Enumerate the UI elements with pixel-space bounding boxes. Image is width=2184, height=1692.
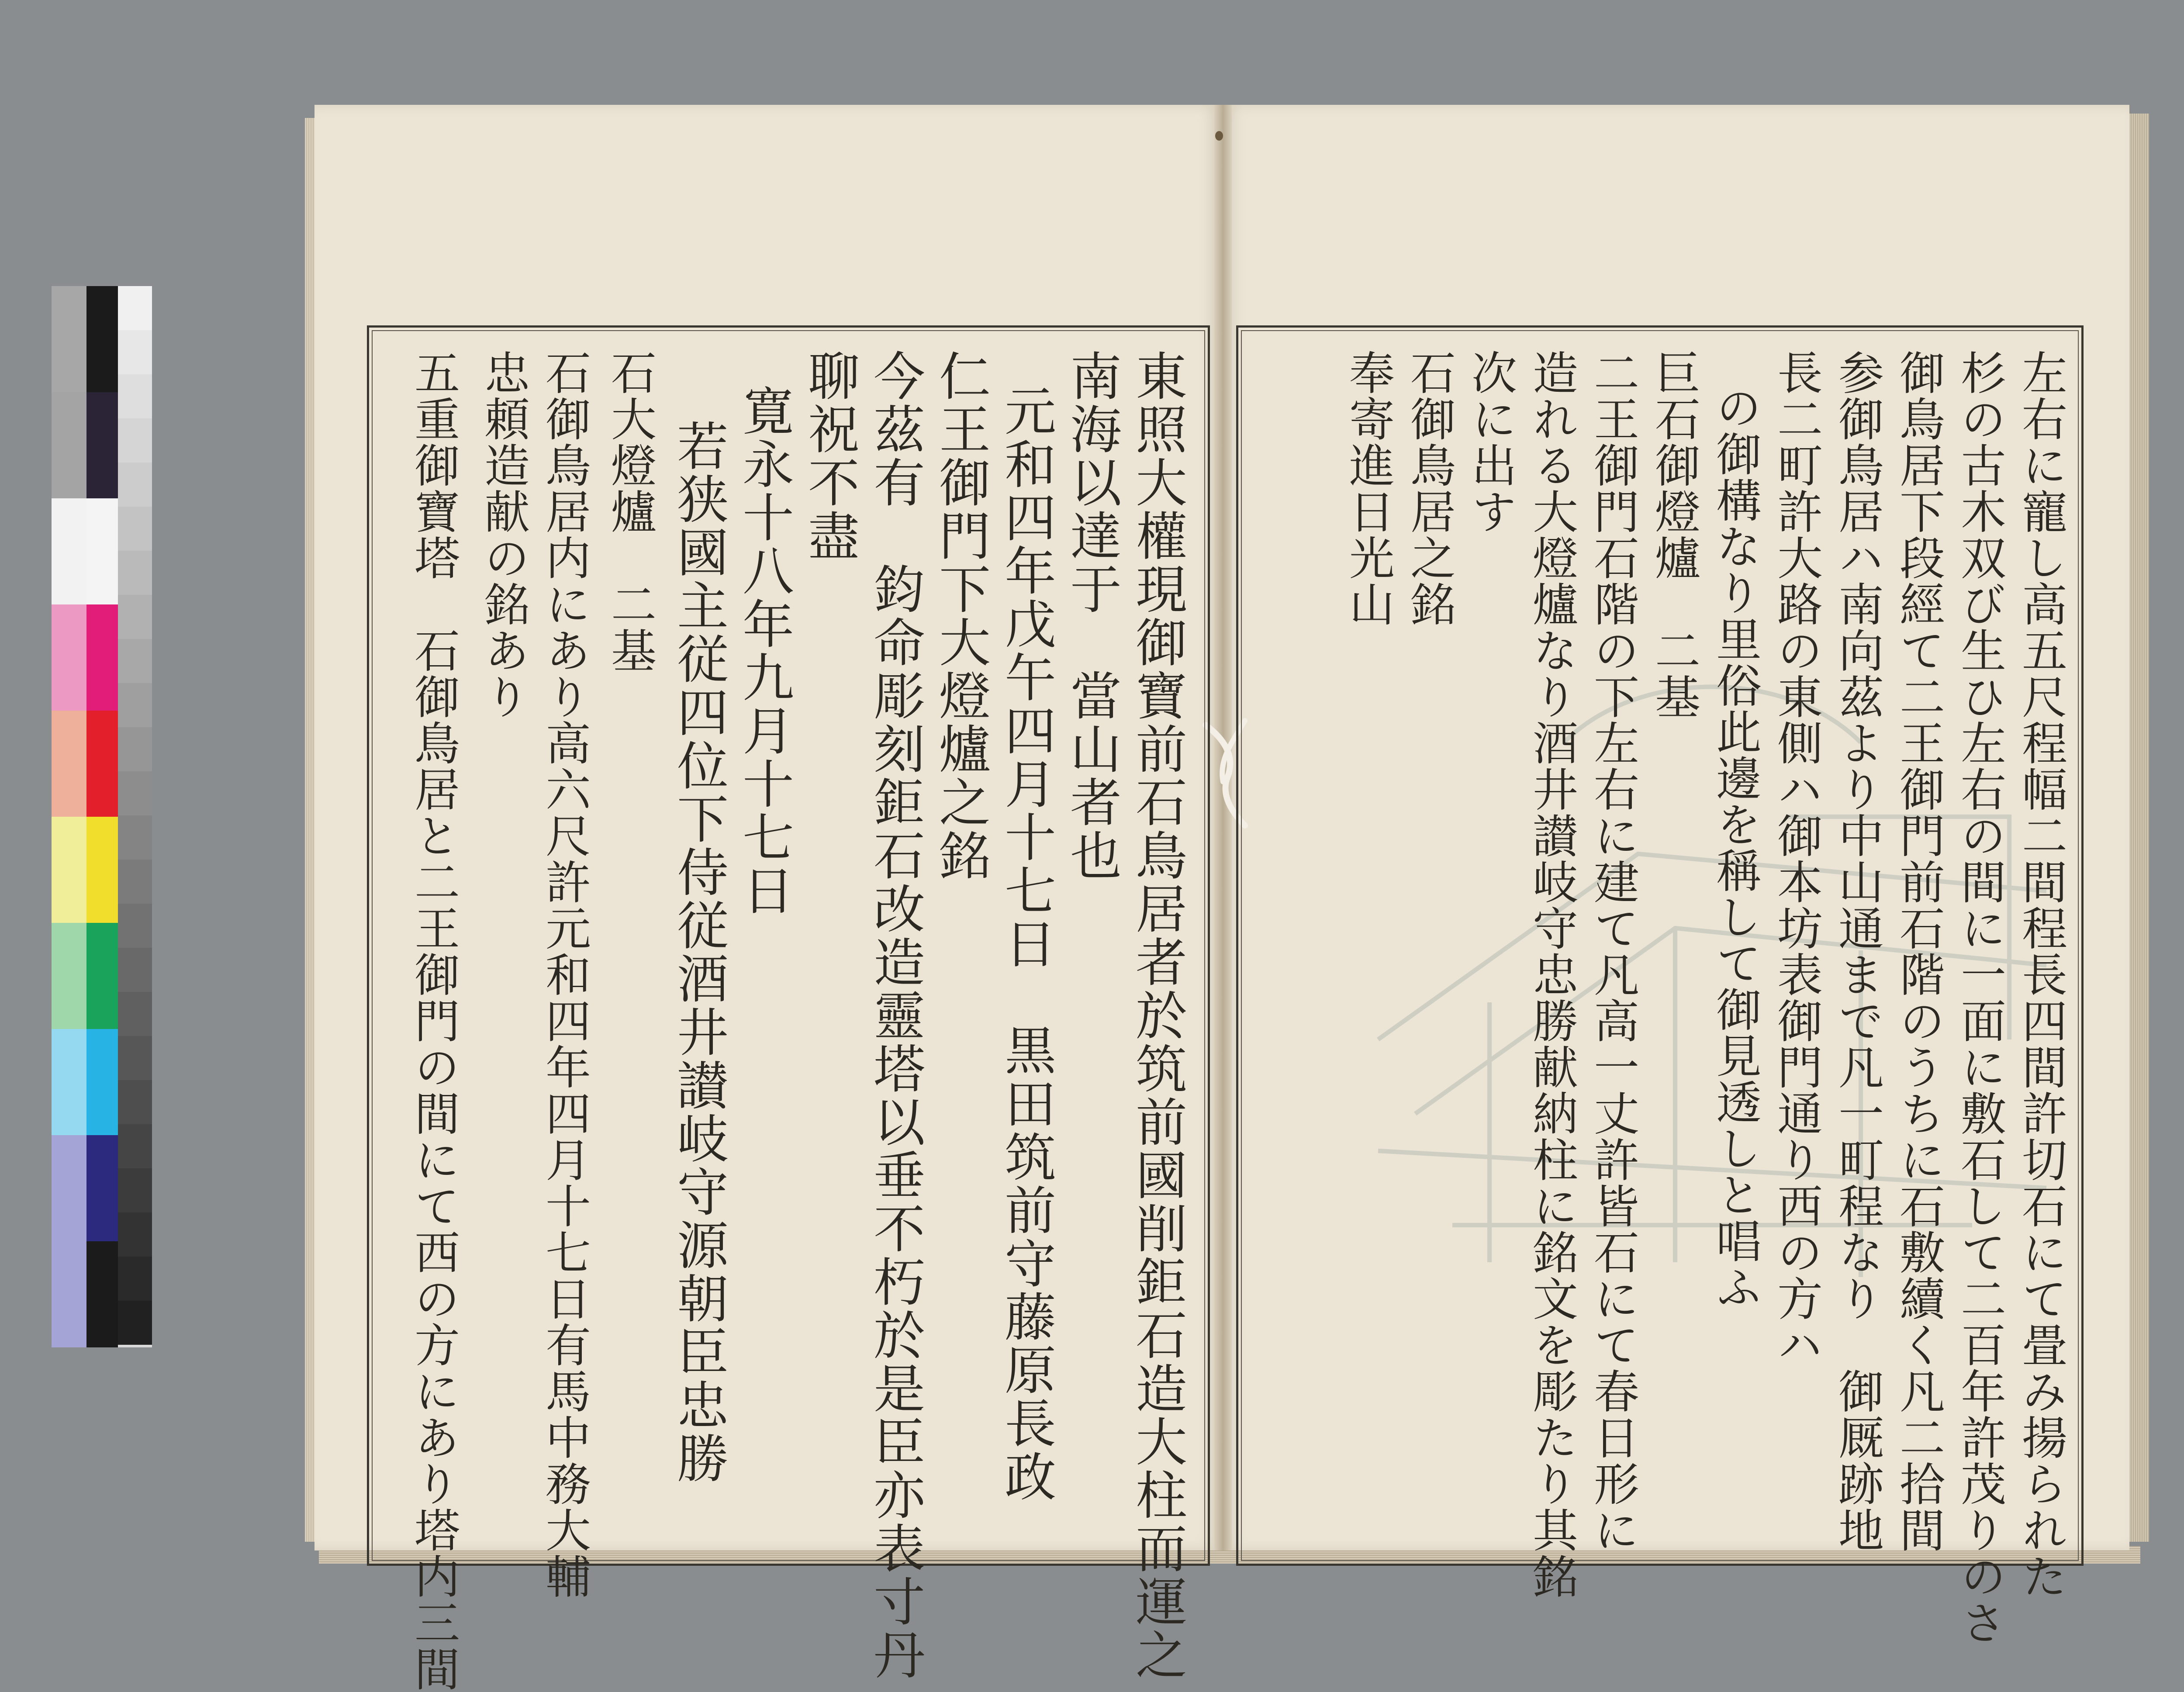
color-calibration-target xyxy=(52,286,152,1347)
calibration-patch xyxy=(52,817,86,923)
grey-scale-patch xyxy=(118,815,152,860)
grey-scale-patch xyxy=(118,1036,152,1080)
right-col-6: の御構なり里俗此邊を稱して御見透しと唱ふ xyxy=(1708,384,1762,1310)
grey-scale-patch xyxy=(118,1301,152,1345)
right-col-2: 杉の古木双び生ひ左右の間に一面に敷石して二百年許茂りのさ xyxy=(1953,349,2006,1646)
right-col-7: 巨石御燈爐 二基 xyxy=(1647,349,1700,720)
left-col-12: 五重御寶塔 石御鳥居と二王御門の間にて西の方にあり塔内三間 xyxy=(407,349,460,1692)
calibration-patch xyxy=(52,711,86,817)
binding-hole xyxy=(1215,131,1223,141)
grey-scale-patch xyxy=(118,948,152,992)
grey-scale-patch xyxy=(118,551,152,595)
right-col-12: 奉寄進日光山 xyxy=(1341,349,1395,627)
left-col-4: 仁王御門下大燈爐之銘 xyxy=(930,349,991,882)
calibration-patch xyxy=(86,711,118,817)
calibration-patch xyxy=(86,1029,118,1135)
calibration-patch xyxy=(52,604,86,711)
open-book xyxy=(314,105,2127,1692)
right-col-9: 造れる大燈爐なり酒井讃岐守忠勝献納柱に銘文を彫たり其銘 xyxy=(1525,349,1578,1599)
calibration-patch xyxy=(52,1029,86,1135)
left-col-9: 石大燈爐 二基 xyxy=(603,349,657,673)
grey-scale-patch xyxy=(118,374,152,418)
left-col-10: 石御鳥居内にあり高六尺許元和四年四月十七日有馬中務大輔 xyxy=(538,349,591,1599)
calibration-patch xyxy=(86,286,118,392)
grey-scale-patch xyxy=(118,1080,152,1124)
calibration-patch xyxy=(86,1241,118,1347)
grey-scale-patch xyxy=(118,1168,152,1212)
calibration-patch xyxy=(86,817,118,923)
calibration-patch xyxy=(86,1135,118,1241)
right-col-10: 次に出す xyxy=(1464,349,1517,535)
calibration-patch xyxy=(86,923,118,1029)
grey-scale-patch xyxy=(118,727,152,771)
calibration-patch xyxy=(86,498,118,604)
grey-scale-patch xyxy=(118,639,152,683)
grey-scale-patch xyxy=(118,595,152,639)
left-col-1: 東照大權現御寶前石鳥居者於筑前國削鉅石造大柱而運之 xyxy=(1127,349,1187,1682)
right-col-5: 長二町許大路の東側ハ御本坊表御門通り西の方ハ xyxy=(1769,349,1823,1368)
right-col-4: 参御鳥居ハ南向茲より中山通まで凡一町程なり 御厩跡地 xyxy=(1831,349,1884,1553)
calibration-patch xyxy=(52,286,86,392)
grey-scale-patch xyxy=(118,1212,152,1257)
right-col-1: 左右に寵し高五尺程幅二間程長四間許切石にて畳み揚られた xyxy=(2014,349,2067,1599)
left-col-5: 今茲有 鈞命彫刻鉅石改造靈塔以垂不朽於是臣亦表寸丹 xyxy=(865,349,925,1682)
grey-scale-patch xyxy=(118,463,152,507)
calibration-patch xyxy=(86,604,118,711)
left-col-3: 元和四年戊午四月十七日 黒田筑前守藤原長政 xyxy=(996,384,1056,1503)
grey-scale-patch xyxy=(118,904,152,948)
calibration-patch xyxy=(86,392,118,498)
grey-scale-patch xyxy=(118,286,152,330)
grey-scale-patch xyxy=(118,992,152,1036)
grey-scale-patch xyxy=(118,771,152,815)
right-col-11: 石御鳥居之銘 xyxy=(1403,349,1456,627)
grey-scale-patch xyxy=(118,418,152,463)
calibration-patch xyxy=(52,498,86,604)
grey-scale-patch xyxy=(118,683,152,727)
grey-scale-patch xyxy=(118,860,152,904)
calibration-patch xyxy=(52,923,86,1029)
grey-scale-patch xyxy=(118,507,152,551)
left-col-11: 忠頼造献の銘あり xyxy=(477,349,530,720)
right-col-8: 二王御門石階の下左右に建て凡高一丈許皆石にて春日形に xyxy=(1586,349,1639,1553)
grey-scale-patch xyxy=(118,1257,152,1301)
left-col-8: 若狭國主従四位下侍従酒井讃岐守源朝臣忠勝 xyxy=(668,419,729,1485)
calibration-patch xyxy=(52,1241,86,1347)
calibration-patch xyxy=(52,1135,86,1241)
left-col-2: 南海以達于 當山者也 xyxy=(1061,349,1122,882)
left-col-7: 寛永十八年九月十七日 xyxy=(734,384,794,917)
left-col-6: 聊祝不盡 xyxy=(799,349,860,563)
calibration-patch xyxy=(52,392,86,498)
right-col-3: 御鳥居下段經て二王御門前石階のうちに石敷續く凡二拾間 xyxy=(1892,349,1945,1553)
grey-scale-patch xyxy=(118,1124,152,1168)
grey-scale-patch xyxy=(118,330,152,374)
